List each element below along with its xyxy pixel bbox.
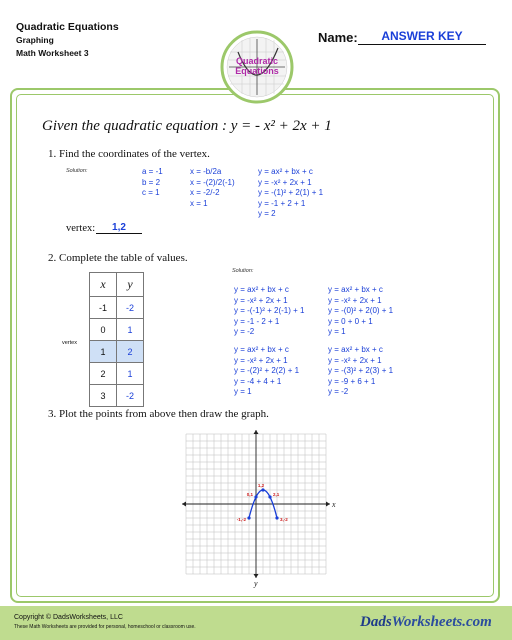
vertex-answer: 1,2 xyxy=(112,222,126,233)
point-label: 1,2 xyxy=(257,483,265,488)
cell-x: -1 xyxy=(90,297,117,319)
work-line: x = -b/2a xyxy=(190,167,222,176)
values-table xyxy=(89,272,144,407)
cell-y: -2 xyxy=(117,297,144,319)
work-line: y = 2 xyxy=(258,209,276,218)
question-equation: Given the quadratic equation : y = - x² + 2x + 1 xyxy=(42,118,332,134)
work-line: y = -(1)² + 2(1) + 1 xyxy=(258,188,324,197)
logo-text-2: Equations xyxy=(235,66,279,76)
work-line: y = -x² + 2x + 1 xyxy=(258,177,312,187)
vertex-label: vertex: xyxy=(66,223,96,234)
work-line: y = -2 xyxy=(234,327,255,336)
table-row xyxy=(90,385,144,407)
worksheet-number: Math Worksheet 3 xyxy=(16,48,89,58)
coefficient-line: a = -1 xyxy=(142,167,163,176)
cell-x: 3 xyxy=(90,385,117,407)
vertex-x-work xyxy=(190,167,235,209)
coordinate-graph xyxy=(178,422,334,588)
table-header-y: y xyxy=(117,273,144,297)
work-block xyxy=(328,345,393,398)
solution-label-2: Solution: xyxy=(232,268,254,274)
y-axis-label: y xyxy=(254,579,258,588)
coefficients-list xyxy=(142,167,163,199)
worksheet-subtitle: Graphing xyxy=(16,35,54,45)
table-row xyxy=(90,319,144,341)
work-line: y = ax² + bx + c xyxy=(234,345,289,354)
work-line: y = -(0)² + 2(0) + 1 xyxy=(328,306,394,315)
quadratic-equations-logo xyxy=(220,30,294,104)
cell-x: 2 xyxy=(90,363,117,385)
vertex-y-work xyxy=(258,167,323,220)
work-line: y = -x² + 2x + 1 xyxy=(234,355,288,365)
answer-key-text: ANSWER KEY xyxy=(381,29,463,43)
cell-x: 0 xyxy=(90,319,117,341)
table-row xyxy=(90,363,144,385)
table-row-vertex xyxy=(90,341,144,363)
brand-logo xyxy=(360,614,492,631)
name-underline xyxy=(358,44,486,45)
work-line: y = -1 + 2 + 1 xyxy=(258,198,306,208)
coefficient-line: b = 2 xyxy=(142,177,161,187)
data-point xyxy=(261,488,264,491)
part2-prompt: 2. Complete the table of values. xyxy=(48,252,188,264)
vertex-underline xyxy=(96,233,142,234)
work-line: y = 0 + 0 + 1 xyxy=(328,316,373,326)
work-line: y = -x² + 2x + 1 xyxy=(234,295,288,305)
work-line: y = ax² + bx + c xyxy=(328,285,383,294)
work-line: y = -1 - 2 + 1 xyxy=(234,316,280,326)
x-axis-label: x xyxy=(332,500,336,509)
cell-x: 1 xyxy=(90,341,117,363)
work-block xyxy=(328,285,393,338)
work-line: y = ax² + bx + c xyxy=(258,167,313,176)
work-line: y = -2 xyxy=(328,387,349,396)
work-line: y = -(-1)² + 2(-1) + 1 xyxy=(234,306,305,315)
brand-logo-part-b: Worksheets.com xyxy=(391,614,492,630)
data-point xyxy=(247,516,250,519)
x-axis-arrow-icon xyxy=(326,502,330,507)
usage-note: These Math Worksheets are provided for personal, homeschool or classroom use. xyxy=(14,624,196,630)
work-line: y = 1 xyxy=(328,327,346,336)
point-label: 0,1 xyxy=(246,492,253,497)
point-label: -1,-2 xyxy=(236,517,246,522)
worksheet-title: Quadratic Equations Graphing Math Worksheet 3 xyxy=(16,21,119,58)
cell-y: 1 xyxy=(117,363,144,385)
part3-prompt: 3. Plot the points from above then draw the graph. xyxy=(48,408,269,420)
work-line: y = -4 + 4 + 1 xyxy=(234,376,282,386)
x-axis-arrow-icon xyxy=(182,502,186,507)
part1-prompt: 1. Find the coordinates of the vertex. xyxy=(48,148,210,160)
copyright-text: Copyright © DadsWorksheets, LLC xyxy=(14,614,123,621)
work-line: x = -(2)/2(-1) xyxy=(190,177,235,187)
table-header-x: x xyxy=(90,273,117,297)
solution-label: Solution: xyxy=(66,168,88,174)
name-label: Name: xyxy=(318,30,358,45)
data-point xyxy=(268,495,271,498)
work-line: x = 1 xyxy=(190,198,208,208)
y-axis-arrow-icon xyxy=(254,430,259,434)
point-label: 2,1 xyxy=(273,492,280,497)
work-line: y = -(3)² + 2(3) + 1 xyxy=(328,366,394,375)
vertex-row-tag: vertex xyxy=(62,340,77,346)
cell-y: -2 xyxy=(117,385,144,407)
work-line: y = 1 xyxy=(234,387,252,396)
logo-text-1: Quadratic xyxy=(235,56,279,66)
point-label: 3,-2 xyxy=(280,517,288,522)
cell-y: 2 xyxy=(117,341,144,363)
work-line: y = ax² + bx + c xyxy=(234,285,289,294)
work-line: y = -9 + 6 + 1 xyxy=(328,376,376,386)
work-line: y = -x² + 2x + 1 xyxy=(328,355,382,365)
work-block xyxy=(234,285,304,338)
work-line: y = ax² + bx + c xyxy=(328,345,383,354)
work-line: x = -2/-2 xyxy=(190,188,220,197)
coefficient-line: c = 1 xyxy=(142,188,160,197)
work-block xyxy=(234,345,299,398)
table-row xyxy=(90,297,144,319)
brand-logo-part-a: Dads xyxy=(360,614,392,630)
cell-y: 1 xyxy=(117,319,144,341)
data-point xyxy=(254,495,257,498)
work-line: y = -(2)² + 2(2) + 1 xyxy=(234,366,300,375)
y-axis-arrow-icon xyxy=(254,574,259,578)
data-point xyxy=(275,516,278,519)
work-line: y = -x² + 2x + 1 xyxy=(328,295,382,305)
